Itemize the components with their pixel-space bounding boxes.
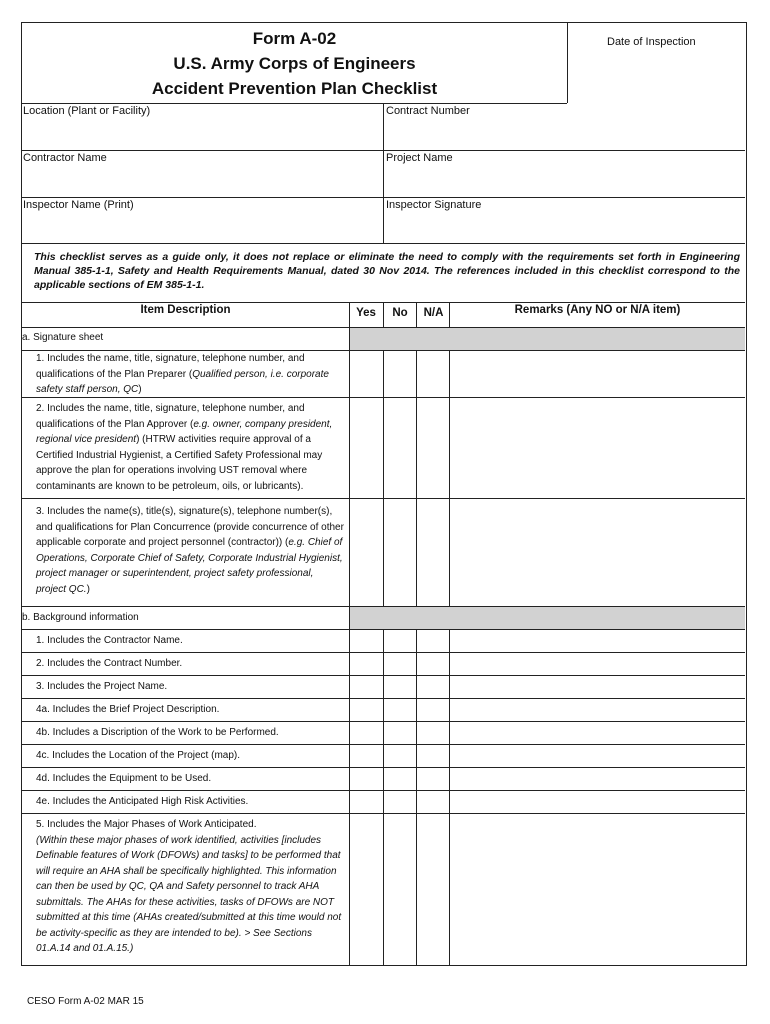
section-a-item-3: 3. Includes the name(s), title(s), signature(s), telephone number(s), and qualifications for Plan Concurrence (provide concurrence of other applicable corporate and project personnel (contractor)) (e.g. Chief of Operations, Corporate Chief of Safety, Corporate Industrial Hygienist, project manager or superintendent, project safety professional, project QC.) bbox=[36, 506, 344, 595]
project-name-label: Project Name bbox=[386, 152, 453, 164]
section-a-item-2: 2. Includes the name, title, signature, telephone number, and qualifications of the Plan Approver (e.g. owner, company president, regional vice president) (HTRW activities require approval of a Certified Industrial Hygienist, a Certified Safety Professional may approve the plan for operations involving UST removal where contaminants are known to be petroleum, oils, or lubricants). bbox=[36, 403, 333, 492]
checklist-title: Accident Prevention Plan Checklist bbox=[151, 79, 438, 98]
form-footer: CESO Form A-02 MAR 15 bbox=[27, 996, 144, 1007]
item-description-header: Item Description bbox=[140, 304, 231, 316]
remarks-header: Remarks (Any NO or N/A item) bbox=[514, 304, 681, 316]
section-b-label: b. Background information bbox=[22, 612, 139, 623]
section-b-item: 4b. Includes a Discription of the Work to be Performed. bbox=[36, 727, 279, 738]
section-b-item-5: 5. Includes the Major Phases of Work Anticipated. (Within these major phases of work identified, activities [includes Definable features of Work (DFOWs) and tasks] to be performed that will require an AHA shall be specifically highlighted. This information can then be used by QC, QA and Safety personnel to track AHA submittals. The AHAs for these activities, tasks of DFOWs are NOT submitted at this time (AHAs created/submitted at this time would not be activity-specific as they are intended to be). > See Sections 01.A.14 and 01.A.15.) bbox=[36, 819, 342, 954]
section-b-item: 3. Includes the Project Name. bbox=[36, 681, 168, 692]
section-a-item-1: 1. Includes the name, title, signature, telephone number, and qualifications of the Plan Preparer (Qualified person, i.e. corporate safety staff person, QC) bbox=[36, 353, 329, 395]
location-label: Location (Plant or Facility) bbox=[23, 105, 151, 117]
form-frame bbox=[21, 22, 747, 966]
inspector-signature-label: Inspector Signature bbox=[386, 199, 482, 211]
section-a-label: a. Signature sheet bbox=[22, 332, 104, 343]
section-b-item: 4e. Includes the Anticipated High Risk Activities. bbox=[36, 796, 249, 807]
intro-text: This checklist serves as a guide only, it does not replace or eliminate the need to comply with the requirements set forth in Engineering Manual 385-1-1, Safety and Health Requirements Manual, dated 30 Nov 2014. The references included in this checklist correspond to the applicable sections of EM 385-1-1. bbox=[34, 251, 740, 291]
agency-title: U.S. Army Corps of Engineers bbox=[173, 54, 416, 73]
section-b-item: 4a. Includes the Brief Project Description. bbox=[36, 704, 220, 715]
contractor-name-label: Contractor Name bbox=[23, 152, 107, 164]
section-b-item: 1. Includes the Contractor Name. bbox=[36, 635, 183, 646]
form-number: Form A-02 bbox=[252, 29, 337, 48]
section-b-item: 4d. Includes the Equipment to be Used. bbox=[36, 773, 212, 784]
section-b-item: 4c. Includes the Location of the Project (map). bbox=[36, 750, 240, 761]
date-of-inspection-label: Date of Inspection bbox=[607, 36, 696, 48]
inspector-name-label: Inspector Name (Print) bbox=[23, 199, 134, 211]
yes-header: Yes bbox=[356, 307, 376, 319]
no-header: No bbox=[392, 307, 408, 319]
contract-number-label: Contract Number bbox=[386, 105, 470, 117]
na-header: N/A bbox=[423, 307, 444, 319]
section-b-item: 2. Includes the Contract Number. bbox=[36, 658, 183, 669]
